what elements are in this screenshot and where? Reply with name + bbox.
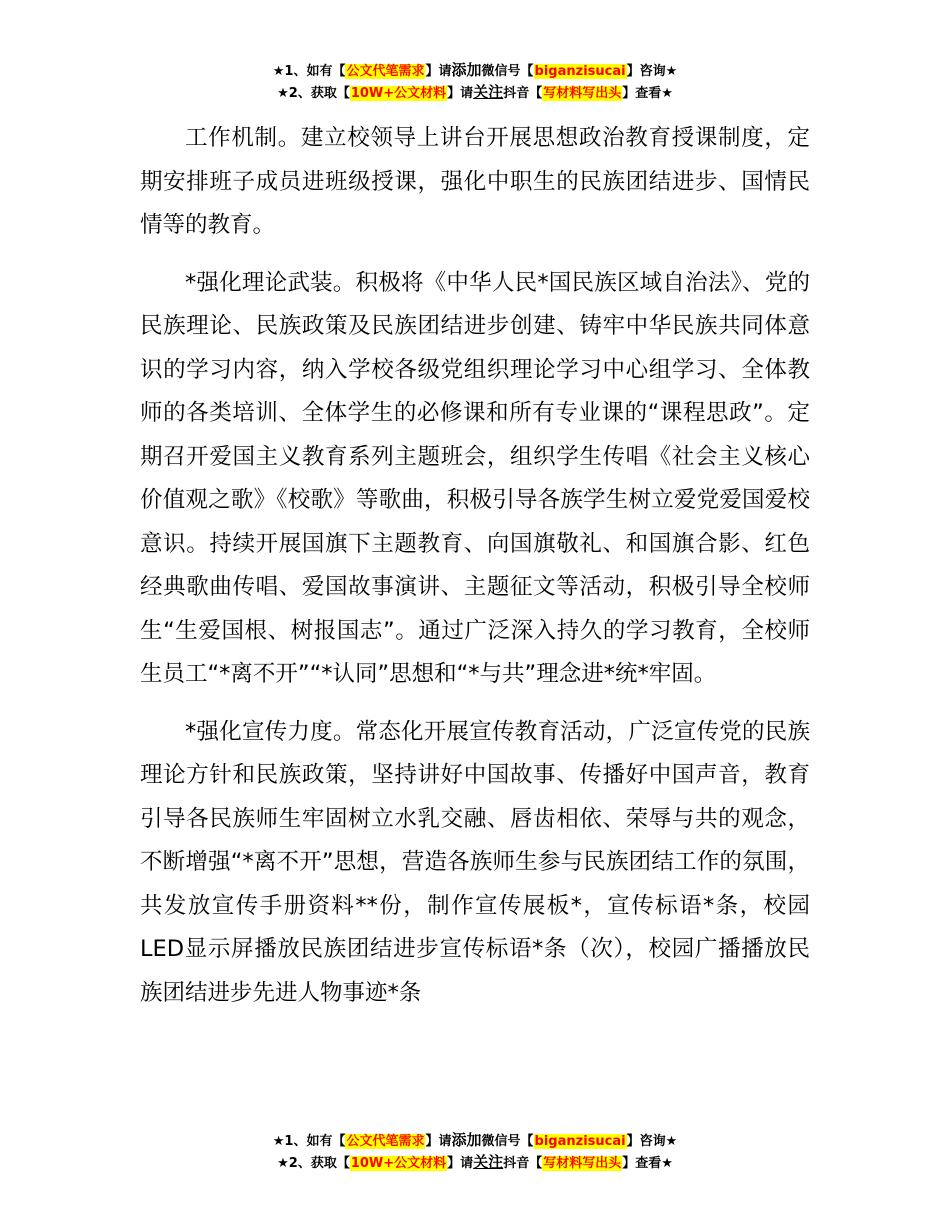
paragraph-work-mechanism: 工作机制。建立校领导上讲台开展思想政治教育授课制度，定期安排班子成员进班级授课，强化中职生的民族团结进步、国情民情等的教育。 [140, 125, 810, 238]
banner-text: 】请 [447, 86, 474, 101]
footer-banner-line-2 [0, 1152, 950, 1174]
highlight-douyin-id: 写材料写出头 [543, 86, 622, 101]
banner-text: 】请 [425, 64, 452, 79]
highlight-wechat-id: biganzisucai [534, 1134, 626, 1149]
paragraph-theory: *强化理论武装。积极将《中华人民*国民族区域自治法》、党的民族理论、民族政策及民族团结进步创建、铸牢中华民族共同体意识的学习内容，纳入学校各级党组织理论学习中心组学习、全体教师的各类培训、全体学生的必修课和所有专业课的“课程思政”。定期召开爱国主义教育系列主题班会，组织学生传唱《社会主义核心价值观之歌》《校歌》等歌曲，积极引导各族学生树立爱党爱国爱校意识。持续开展国旗下主题教育、向国旗敬礼、和国旗合影、红色经典歌曲传唱、爱国故事演讲、主题征文等活动，积极引导全校师生“生爱国根、树报国志”。通过广泛深入持久的学习教育，全校师生员工“*离不开”“*认同”思想和“*与共”理念进*统*牢固。 [140, 269, 810, 687]
banner-text: 】咨询★ [626, 1134, 678, 1149]
footer-banner-line-1 [0, 1130, 950, 1152]
emphasis-follow: 关注 [473, 1153, 504, 1171]
emphasis-follow: 关注 [473, 83, 504, 101]
banner-text: 抖音【 [503, 1156, 543, 1171]
header-banner-line-1 [0, 60, 950, 82]
banner-text: ★1、如有【 [272, 64, 346, 79]
highlight-materials: 10W+公文材料 [350, 86, 447, 101]
document-body [140, 117, 810, 1029]
banner-text: ★2、获取【 [277, 1156, 350, 1171]
header-banner-line-2 [0, 82, 950, 104]
paragraph-publicity: *强化宣传力度。常态化开展宣传教育活动，广泛宣传党的民族理论方针和民族政策，坚持讲好中国故事、传播好中国声音，教育引导各民族师生牢固树立水乳交融、唇齿相依、荣辱与共的观念，不断增强“*离不开”思想，营造各族师生参与民族团结工作的氛围，共发放宣传手册资料**份，制作宣传展板*，宣传标语*条，校园LED显示屏播放民族团结进步宣传标语*条（次），校园广播播放民族团结进步先进人物事迹*条 [140, 718, 810, 1006]
banner-text: 】咨询★ [626, 64, 678, 79]
banner-text: 】查看★ [622, 1156, 673, 1171]
highlight-materials: 10W+公文材料 [350, 1156, 447, 1171]
banner-text: 微信号【 [481, 1134, 534, 1149]
banner-text: ★1、如有【 [272, 1134, 346, 1149]
footer-banner [0, 1130, 950, 1174]
highlight-douyin-id: 写材料写出头 [543, 1156, 622, 1171]
banner-text: ★2、获取【 [277, 86, 350, 101]
emphasis-add: 添加 [451, 61, 482, 79]
banner-text: 】请 [425, 1134, 452, 1149]
highlight-service: 公文代笔需求 [346, 64, 425, 79]
banner-text: 抖音【 [503, 86, 543, 101]
emphasis-add: 添加 [451, 1131, 482, 1149]
banner-text: 】查看★ [622, 86, 673, 101]
banner-text: 微信号【 [481, 64, 534, 79]
banner-text: 】请 [447, 1156, 474, 1171]
header-banner [0, 60, 950, 104]
highlight-wechat-id: biganzisucai [534, 64, 626, 79]
highlight-service: 公文代笔需求 [346, 1134, 425, 1149]
